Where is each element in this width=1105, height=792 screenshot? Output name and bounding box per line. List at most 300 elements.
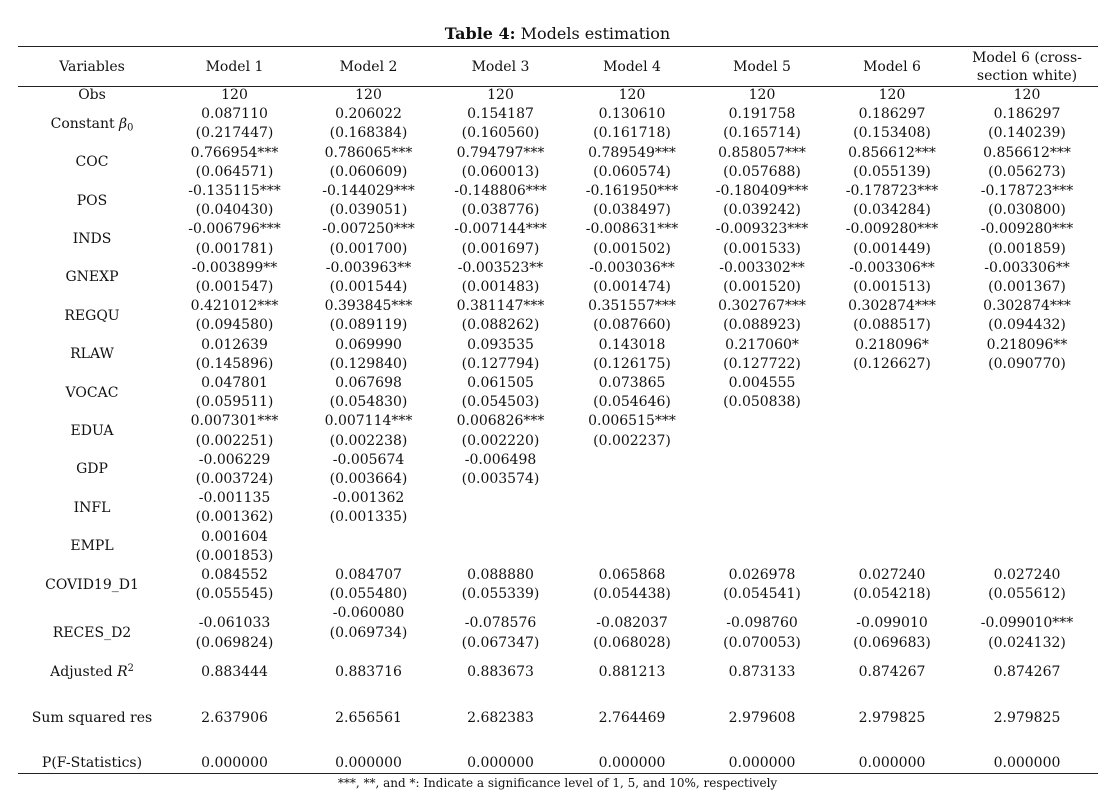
- model-6-cell: [827, 336, 957, 374]
- model-2-cell: [303, 105, 434, 143]
- coefficient: -0.001135: [198, 490, 271, 507]
- model-1-stat: 0.883444: [201, 664, 268, 681]
- variable-label: [18, 451, 166, 489]
- statistic-label: [18, 683, 166, 754]
- standard-error: (0.126175): [593, 355, 671, 372]
- model-5-cell: [697, 489, 827, 527]
- standard-error: (0.001367): [988, 279, 1066, 296]
- model-2-cell: [303, 259, 434, 297]
- model-2-cell: [303, 220, 434, 258]
- coefficient: -0.006498: [464, 451, 537, 468]
- standard-error: (0.001449): [853, 240, 931, 257]
- coefficient: -0.009280***: [845, 221, 939, 238]
- coefficient: -0.180409***: [715, 183, 809, 200]
- standard-error: (0.069824): [195, 634, 274, 651]
- model-2-cell: [303, 566, 434, 604]
- model-1-stat: 2.637906: [201, 709, 268, 726]
- coefficient: -0.009280***: [980, 221, 1074, 238]
- standard-error: (0.050838): [723, 394, 801, 411]
- standard-error: (0.001335): [329, 509, 408, 526]
- model-6-cell: [827, 528, 957, 566]
- model-1-cell: [166, 182, 303, 220]
- variable-label: [18, 297, 166, 335]
- model-7-stat: 0.000000: [993, 754, 1061, 771]
- model-6-cell: [827, 604, 957, 662]
- model-4-cell: [567, 489, 697, 527]
- model-2-cell: [303, 297, 434, 335]
- coefficient: 0.393845***: [324, 298, 413, 315]
- top-rule: [18, 46, 1098, 47]
- coefficient: 0.186297: [858, 106, 926, 123]
- coefficient: 0.302874***: [983, 298, 1071, 315]
- variable-label: [18, 604, 166, 662]
- row-adjusted: [18, 663, 1097, 683]
- row-p-f-statistics: [18, 754, 1097, 773]
- table-title: [18, 24, 1097, 44]
- row-infl: [18, 489, 1097, 527]
- model-1-cell: [166, 451, 303, 489]
- model-7-cell: [957, 144, 1097, 182]
- row-gnexp: [18, 259, 1097, 297]
- model-4-stat: 0.881213: [598, 664, 666, 681]
- model-4-cell: [567, 451, 697, 489]
- row-obs: [18, 86, 1097, 105]
- coefficient: -0.144029***: [322, 183, 415, 200]
- model-3-cell: [434, 297, 567, 335]
- coefficient: 0.001604: [201, 528, 268, 545]
- model-7-cell: [957, 412, 1097, 450]
- variable-name: COVID19_D1: [45, 576, 139, 593]
- statistic-superscript: 2: [127, 663, 134, 675]
- model-7-cell: [957, 451, 1097, 489]
- coefficient: -0.003302**: [719, 259, 805, 276]
- standard-error: (0.001520): [723, 279, 801, 296]
- model-6-cell: [827, 144, 957, 182]
- statistic-name: Sum squared res: [31, 709, 153, 726]
- model-5-cell: [697, 604, 827, 662]
- coefficient: 0.007114***: [324, 413, 413, 430]
- coefficient: -0.008631***: [585, 221, 679, 238]
- model-4-stat: 2.764469: [598, 709, 666, 726]
- coefficient: 0.217060*: [725, 336, 799, 353]
- coefficient: 0.766954***: [190, 144, 279, 161]
- models-estimation-table: [18, 47, 1097, 773]
- coefficient: 0.381147***: [456, 298, 545, 315]
- standard-error: (0.002220): [461, 432, 540, 449]
- coefficient: 0.421012***: [190, 298, 279, 315]
- coefficient: 0.027240: [858, 567, 926, 584]
- model-3-cell: [434, 336, 567, 374]
- variable-name: RLAW: [70, 346, 114, 363]
- standard-error: (0.087660): [593, 317, 671, 334]
- standard-error: (0.039051): [329, 202, 408, 219]
- coefficient: 0.786065***: [324, 144, 413, 161]
- standard-error: (0.054503): [461, 394, 540, 411]
- model-2-cell: [303, 528, 434, 566]
- variable-name: RECES_D2: [52, 625, 132, 642]
- model-3-cell: [434, 259, 567, 297]
- coefficient: -0.099010: [856, 615, 928, 632]
- model-5-cell: [697, 374, 827, 412]
- coefficient: 0.067698: [335, 375, 402, 392]
- bottom-rule: [18, 773, 1098, 774]
- coefficient: 0.006826***: [456, 413, 545, 430]
- coefficient: 0.084552: [201, 567, 268, 584]
- variable-name: EDUA: [70, 423, 114, 440]
- coefficient: -0.003036**: [589, 259, 675, 276]
- model-5-cell: [697, 528, 827, 566]
- coefficient: 0.856612***: [983, 144, 1071, 161]
- header-model-6: Model 6: [863, 58, 921, 75]
- model-6-stat: 0.000000: [858, 754, 926, 771]
- header-rule: [18, 86, 1098, 87]
- standard-error: (0.001474): [593, 279, 671, 296]
- table-header: [18, 47, 1097, 86]
- standard-error: (0.060574): [593, 163, 671, 180]
- header-model-6-cross-section-white: Model 6 (cross-section white): [972, 49, 1082, 84]
- model-3-obs: 120: [487, 87, 514, 103]
- model-5-stat: 0.873133: [728, 664, 796, 681]
- standard-error: (0.002237): [593, 432, 671, 449]
- coefficient: -0.006796***: [188, 221, 281, 238]
- coefficient: -0.009323***: [715, 221, 809, 238]
- standard-error: (0.089119): [329, 317, 408, 334]
- coefficient: 0.084707: [335, 567, 402, 584]
- variable-name: VOCAC: [65, 384, 119, 401]
- coefficient: 0.351557***: [588, 298, 676, 315]
- coefficient: -0.082037: [596, 615, 668, 632]
- variable-label: Obs: [78, 87, 106, 103]
- standard-error: (0.067347): [461, 634, 540, 651]
- variable-label: [18, 259, 166, 297]
- standard-error: (0.088262): [461, 317, 540, 334]
- header-model-1: Model 1: [205, 58, 264, 75]
- coefficient: 0.073865: [598, 375, 666, 392]
- model-6-stat: 2.979825: [858, 709, 926, 726]
- standard-error: (0.001513): [853, 279, 931, 296]
- header-variables: Variables: [59, 58, 125, 75]
- model-1-cell: [166, 336, 303, 374]
- variable-label: [18, 220, 166, 258]
- coefficient: -0.098760: [726, 615, 798, 632]
- coefficient: 0.027240: [993, 567, 1061, 584]
- variable-name: INFL: [73, 499, 111, 516]
- standard-error: (0.038497): [593, 202, 671, 219]
- standard-error: (0.126627): [853, 355, 931, 372]
- standard-error: (0.024132): [988, 634, 1066, 651]
- variable-label: [18, 489, 166, 527]
- coefficient: 0.087110: [201, 106, 268, 123]
- model-3-cell: [434, 182, 567, 220]
- table-caption: Models estimation: [520, 24, 671, 43]
- model-7-cell: [957, 182, 1097, 220]
- model-5-cell: [697, 144, 827, 182]
- standard-error: (0.001781): [195, 240, 274, 257]
- variable-subscript: 0: [127, 122, 134, 134]
- model-6-obs: 120: [878, 87, 906, 103]
- standard-error: (0.217447): [195, 125, 274, 142]
- variable-name: Constant: [50, 115, 115, 132]
- model-7-stat: 0.874267: [993, 664, 1061, 681]
- model-2-stat: 0.000000: [335, 754, 402, 771]
- model-1-cell: [166, 566, 303, 604]
- model-4-cell: [567, 528, 697, 566]
- standard-error: (0.069683): [853, 634, 931, 651]
- row-vocac: [18, 374, 1097, 412]
- row-rlaw: [18, 336, 1097, 374]
- standard-error: (0.165714): [723, 125, 801, 142]
- model-3-stat: 0.883673: [467, 664, 534, 681]
- model-7-cell: [957, 566, 1097, 604]
- model-5-obs: 120: [748, 87, 776, 103]
- statistic-name: Adjusted: [50, 664, 113, 681]
- model-1-cell: [166, 297, 303, 335]
- header-model-5: Model 5: [733, 58, 791, 75]
- model-3-cell: [434, 528, 567, 566]
- model-7-cell: [957, 259, 1097, 297]
- standard-error: (0.055139): [853, 163, 931, 180]
- coefficient: -0.003899**: [191, 259, 278, 276]
- standard-error: (0.034284): [853, 202, 931, 219]
- model-5-cell: [697, 566, 827, 604]
- significance-footnote: ***, **, and *: Indicate a significance level of 1, 5, and 10%, respectively: [337, 776, 778, 790]
- standard-error: (0.039242): [723, 202, 801, 219]
- row-gdp: [18, 451, 1097, 489]
- model-3-cell: [434, 412, 567, 450]
- standard-error: (0.055612): [988, 586, 1066, 603]
- coefficient: -0.003963**: [325, 259, 412, 276]
- row-coc: [18, 144, 1097, 182]
- model-4-cell: [567, 259, 697, 297]
- standard-error: (0.070053): [723, 634, 801, 651]
- coefficient: 0.026978: [728, 567, 796, 584]
- standard-error: (0.054541): [723, 586, 801, 603]
- coefficient: 0.186297: [993, 106, 1061, 123]
- model-2-stat: 0.883716: [335, 664, 402, 681]
- standard-error: (0.001697): [461, 240, 540, 257]
- model-2-cell: [303, 604, 434, 662]
- coefficient: 0.061505: [467, 375, 534, 392]
- variable-name: INDS: [72, 231, 112, 248]
- coefficient: 0.088880: [467, 567, 534, 584]
- standard-error: (0.088923): [723, 317, 801, 334]
- model-5-cell: [697, 412, 827, 450]
- variable-name: EMPL: [70, 538, 114, 555]
- model-3-cell: [434, 144, 567, 182]
- model-2-cell: [303, 336, 434, 374]
- model-5-cell: [697, 336, 827, 374]
- model-7-cell: [957, 105, 1097, 143]
- coefficient: -0.007144***: [454, 221, 547, 238]
- coefficient: 0.302874***: [848, 298, 936, 315]
- coefficient: -0.060080: [332, 605, 405, 622]
- standard-error: (0.001483): [461, 279, 540, 296]
- coefficient: 0.789549***: [588, 144, 676, 161]
- model-7-cell: [957, 528, 1097, 566]
- model-2-cell: [303, 451, 434, 489]
- standard-error: (0.145896): [195, 355, 274, 372]
- model-5-cell: [697, 259, 827, 297]
- model-4-cell: [567, 336, 697, 374]
- model-6-cell: [827, 374, 957, 412]
- model-7-obs: 120: [1013, 87, 1041, 103]
- statistic-name: P(F-Statistics): [41, 754, 143, 771]
- header-row: [18, 47, 1097, 86]
- table-body: [18, 86, 1097, 773]
- model-3-cell: [434, 374, 567, 412]
- model-5-cell: [697, 220, 827, 258]
- coefficient: -0.099010***: [980, 615, 1074, 632]
- coefficient: 0.004555: [728, 375, 796, 392]
- statistic-symbol: R: [117, 664, 128, 681]
- row-empl: [18, 528, 1097, 566]
- statistic-label: [18, 663, 166, 683]
- standard-error: (0.160560): [461, 125, 540, 142]
- variable-name: COC: [75, 154, 109, 171]
- model-7-cell: [957, 297, 1097, 335]
- variable-label: [18, 566, 166, 604]
- model-6-cell: [827, 297, 957, 335]
- model-4-cell: [567, 220, 697, 258]
- standard-error: (0.001547): [195, 279, 274, 296]
- model-7-cell: [957, 604, 1097, 662]
- standard-error: (0.088517): [853, 317, 931, 334]
- standard-error: (0.030800): [988, 202, 1066, 219]
- standard-error: (0.064571): [195, 163, 274, 180]
- header-model-3: Model 3: [471, 58, 530, 75]
- row-constant: [18, 105, 1097, 143]
- standard-error: (0.001533): [723, 240, 801, 257]
- row-pos: [18, 182, 1097, 220]
- model-6-cell: [827, 412, 957, 450]
- coefficient: -0.078576: [464, 615, 537, 632]
- coefficient: 0.093535: [467, 336, 534, 353]
- standard-error: (0.054830): [329, 394, 408, 411]
- variable-name: POS: [76, 192, 108, 209]
- standard-error: (0.055545): [195, 586, 274, 603]
- row-covid19-d1: [18, 566, 1097, 604]
- model-2-obs: 120: [355, 87, 382, 103]
- coefficient: 0.191758: [728, 106, 796, 123]
- standard-error: (0.001853): [195, 547, 274, 564]
- coefficient: -0.005674: [332, 451, 405, 468]
- standard-error: (0.003574): [461, 471, 540, 488]
- model-5-stat: 0.000000: [728, 754, 796, 771]
- coefficient: -0.178723***: [980, 183, 1074, 200]
- model-6-cell: [827, 182, 957, 220]
- coefficient: 0.858057***: [718, 144, 806, 161]
- model-2-cell: [303, 182, 434, 220]
- header-model-2: Model 2: [339, 58, 398, 75]
- standard-error: (0.001502): [593, 240, 671, 257]
- coefficient: 0.302767***: [718, 298, 806, 315]
- standard-error: (0.129840): [329, 355, 408, 372]
- model-2-cell: [303, 374, 434, 412]
- model-1-cell: [166, 604, 303, 662]
- row-edua: [18, 412, 1097, 450]
- standard-error: (0.127722): [723, 355, 801, 372]
- model-5-stat: 2.979608: [728, 709, 796, 726]
- standard-error: (0.038776): [461, 202, 540, 219]
- model-3-stat: 2.682383: [467, 709, 534, 726]
- coefficient: 0.007301***: [190, 413, 279, 430]
- standard-error: (0.068028): [593, 634, 671, 651]
- model-2-cell: [303, 144, 434, 182]
- coefficient: 0.218096*: [855, 336, 929, 353]
- model-4-stat: 0.000000: [598, 754, 666, 771]
- model-4-cell: [567, 374, 697, 412]
- standard-error: (0.090770): [988, 355, 1066, 372]
- model-1-cell: [166, 220, 303, 258]
- standard-error: (0.054218): [853, 586, 931, 603]
- model-6-cell: [827, 259, 957, 297]
- standard-error: (0.056273): [988, 163, 1066, 180]
- model-2-cell: [303, 412, 434, 450]
- coefficient: -0.006229: [198, 451, 271, 468]
- row-sum-squared-res: [18, 683, 1097, 754]
- variable-name: GDP: [76, 461, 108, 478]
- variable-name: GNEXP: [65, 269, 119, 286]
- standard-error: (0.002251): [195, 432, 274, 449]
- coefficient: 0.069990: [335, 336, 402, 353]
- standard-error: (0.003664): [329, 471, 408, 488]
- model-6-stat: 0.874267: [858, 664, 926, 681]
- standard-error: (0.161718): [593, 125, 671, 142]
- model-1-cell: [166, 528, 303, 566]
- standard-error: (0.060013): [461, 163, 540, 180]
- model-6-cell: [827, 451, 957, 489]
- model-4-cell: [567, 297, 697, 335]
- standard-error: (0.001362): [195, 509, 274, 526]
- standard-error: (0.060609): [329, 163, 408, 180]
- model-5-cell: [697, 105, 827, 143]
- model-3-cell: [434, 566, 567, 604]
- standard-error: (0.001544): [329, 279, 408, 296]
- standard-error: (0.140239): [988, 125, 1066, 142]
- model-6-cell: [827, 489, 957, 527]
- standard-error: (0.002238): [329, 432, 408, 449]
- model-1-cell: [166, 412, 303, 450]
- model-1-cell: [166, 489, 303, 527]
- model-3-cell: [434, 604, 567, 662]
- standard-error: (0.094432): [988, 317, 1066, 334]
- coefficient: -0.003523**: [457, 259, 544, 276]
- coefficient: -0.148806***: [454, 183, 547, 200]
- model-6-cell: [827, 566, 957, 604]
- model-3-cell: [434, 489, 567, 527]
- model-4-cell: [567, 604, 697, 662]
- variable-name: REGQU: [64, 307, 120, 324]
- coefficient: 0.794797***: [456, 144, 545, 161]
- standard-error: (0.057688): [723, 163, 801, 180]
- variable-label: [18, 105, 166, 143]
- model-4-cell: [567, 105, 697, 143]
- model-1-cell: [166, 144, 303, 182]
- standard-error: (0.054646): [593, 394, 671, 411]
- model-5-cell: [697, 297, 827, 335]
- variable-label: [18, 412, 166, 450]
- row-reces-d2: [18, 604, 1097, 662]
- coefficient: 0.012639: [201, 336, 268, 353]
- standard-error: (0.127794): [461, 355, 540, 372]
- coefficient: 0.130610: [598, 106, 666, 123]
- standard-error: (0.153408): [853, 125, 931, 142]
- standard-error: (0.003724): [195, 471, 274, 488]
- coefficient: -0.178723***: [845, 183, 939, 200]
- row-inds: [18, 220, 1097, 258]
- model-7-stat: 2.979825: [993, 709, 1061, 726]
- variable-label: [18, 336, 166, 374]
